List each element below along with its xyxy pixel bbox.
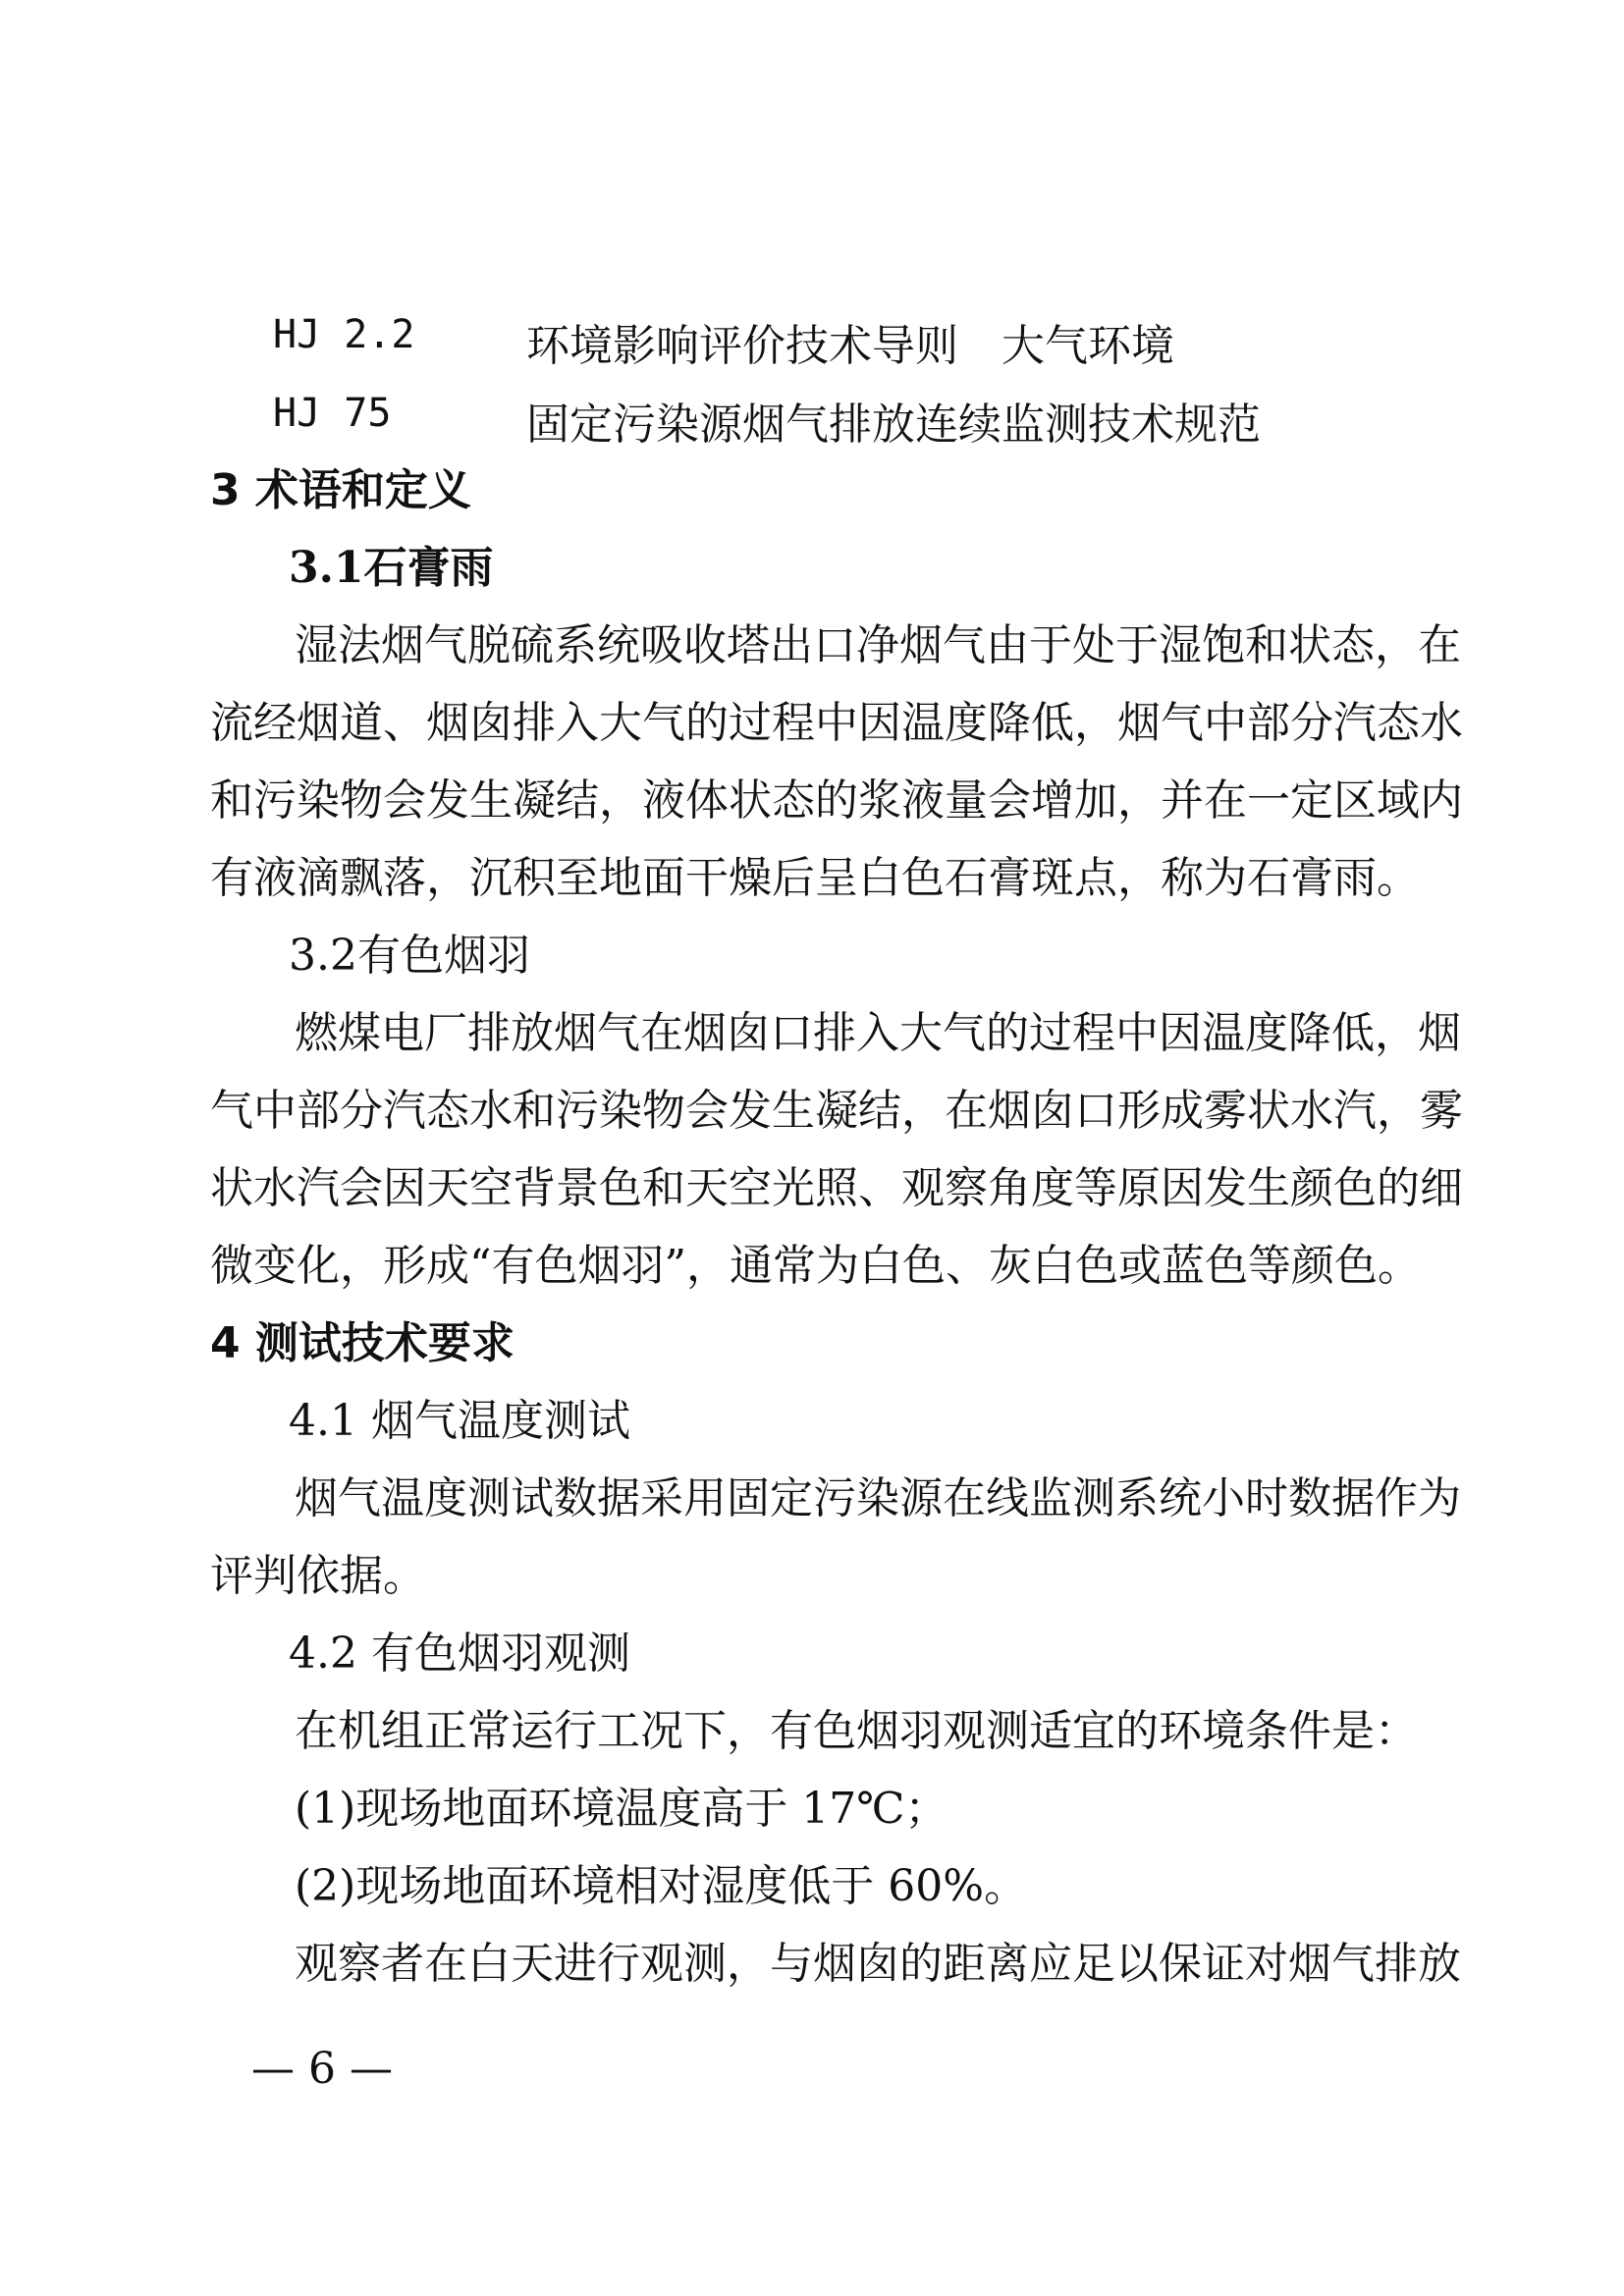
reference-title: 环境影响评价技术导则 大气环境 xyxy=(526,321,1174,371)
section-3-1-line: 流经烟道、烟囱排入大气的过程中因温度降低，烟气中部分汽态水 xyxy=(210,698,1463,748)
section-4-1-line: 评判依据。 xyxy=(210,1551,426,1601)
section-4-2-intro: 在机组正常运行工况下，有色烟羽观测适宜的环境条件是： xyxy=(295,1706,1418,1756)
section-4-2-heading: 4.2 有色烟羽观测 xyxy=(289,1629,630,1679)
page-number: — 6 — xyxy=(251,2044,393,2094)
section-3-2-heading: 3.2有色烟羽 xyxy=(289,931,530,981)
section-3-2-line: 气中部分汽态水和污染物会发生凝结，在烟囱口形成雾状水汽，雾 xyxy=(210,1086,1463,1136)
section-3-1-line: 有液滴飘落，沉积至地面干燥后呈白色石膏斑点，称为石膏雨。 xyxy=(210,853,1420,903)
reference-title: 固定污染源烟气排放连续监测技术规范 xyxy=(526,400,1261,450)
section-3-2-line: 燃煤电厂排放烟气在烟囱口排入大气的过程中因温度降低，烟 xyxy=(295,1008,1461,1058)
section-4-1-heading: 4.1 烟气温度测试 xyxy=(289,1396,630,1446)
section-3-heading: 3 术语和定义 xyxy=(210,465,471,515)
section-3-1-line: 湿法烟气脱硫系统吸收塔出口净烟气由于处于湿饱和状态，在 xyxy=(295,620,1461,670)
section-3-2-line: 状水汽会因天空背景色和天空光照、观察角度等原因发生颜色的细 xyxy=(210,1163,1463,1213)
section-3-2-line: 微变化，形成“有色烟羽”，通常为白色、灰白色或蓝色等颜色。 xyxy=(210,1241,1421,1291)
condition-item-humidity: (2)现场地面环境相对湿度低于 60%。 xyxy=(295,1861,1028,1911)
section-3-1-heading: 3.1石膏雨 xyxy=(289,543,494,593)
condition-item-temperature: (1)现场地面环境温度高于 17℃； xyxy=(295,1784,948,1834)
section-4-heading: 4 测试技术要求 xyxy=(210,1318,514,1368)
reference-code: HJ 2.2 xyxy=(273,312,415,357)
section-4-2-continuation: 观察者在白天进行观测，与烟囱的距离应足以保证对烟气排放 xyxy=(295,1939,1461,1989)
section-4-1-line: 烟气温度测试数据采用固定污染源在线监测系统小时数据作为 xyxy=(295,1473,1461,1523)
section-3-1-line: 和污染物会发生凝结，液体状态的浆液量会增加，并在一定区域内 xyxy=(210,775,1463,826)
reference-code: HJ 75 xyxy=(273,391,392,436)
